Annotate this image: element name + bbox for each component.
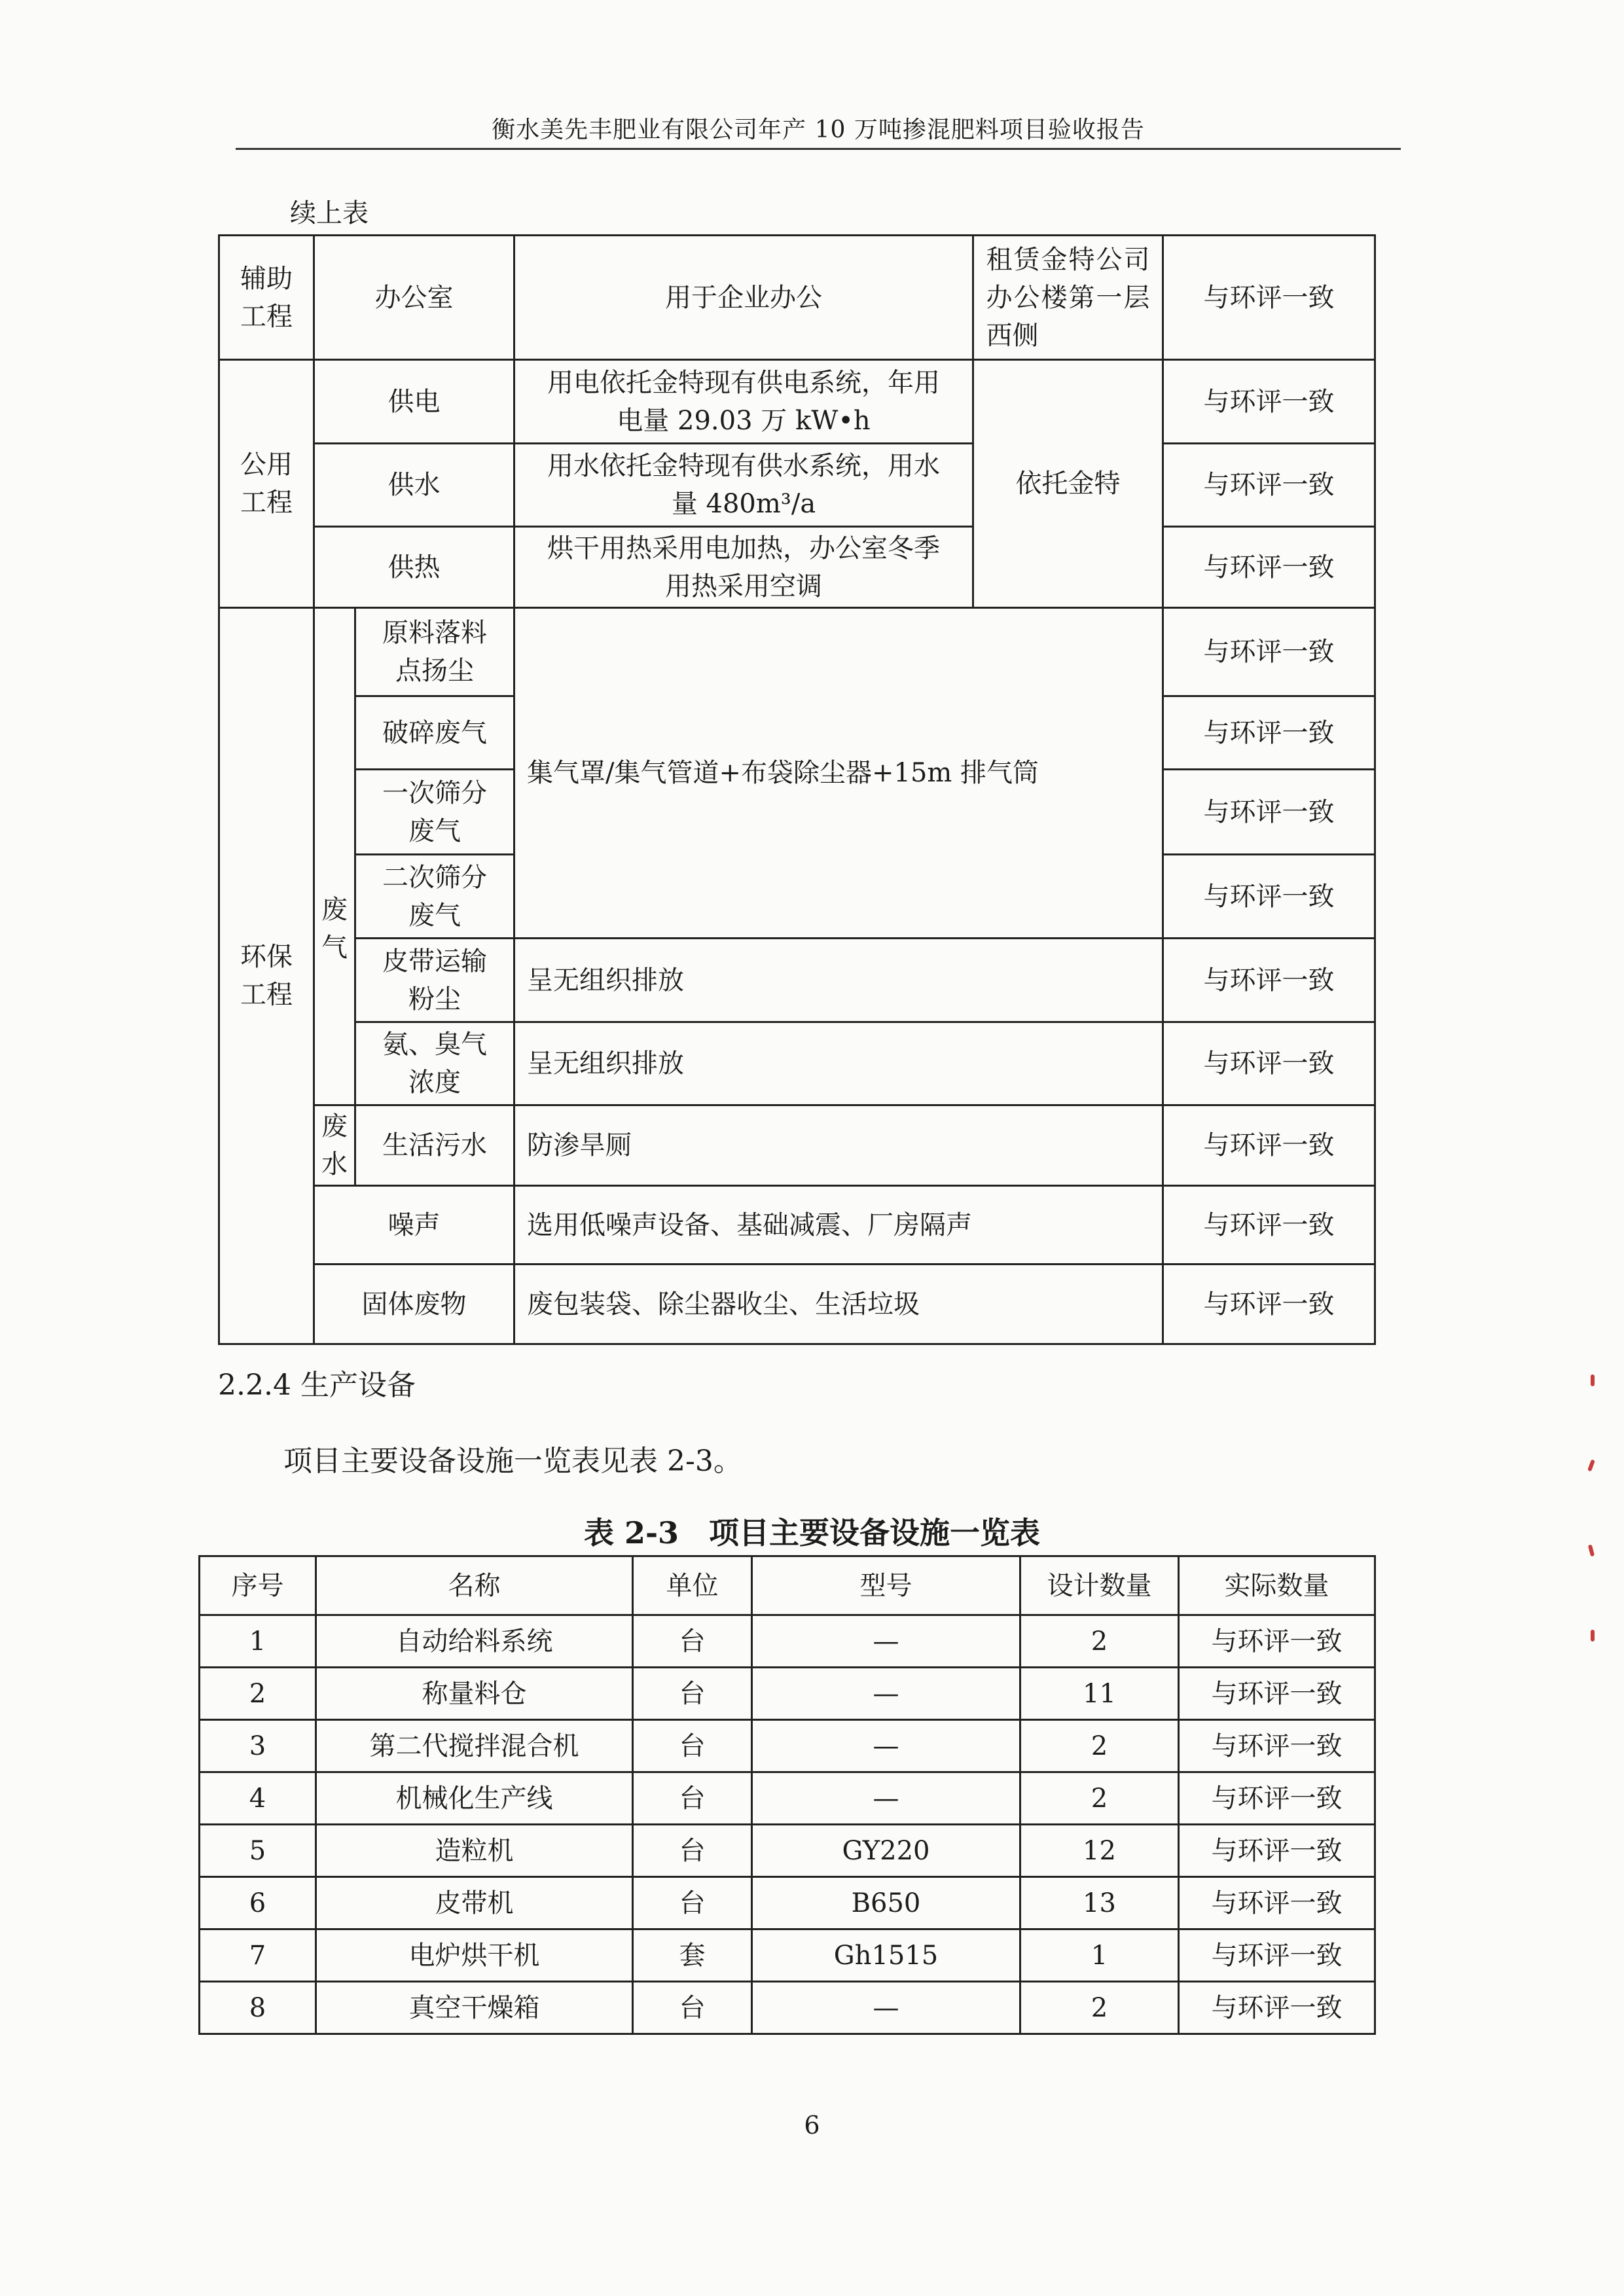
- table-row: [219, 939, 1375, 1022]
- cell: 1: [200, 1615, 316, 1668]
- cell: 3: [200, 1720, 316, 1772]
- header-cell: 序号: [200, 1556, 316, 1615]
- cell: 与环评一致: [1179, 1982, 1375, 2034]
- cell: —: [752, 1668, 1020, 1720]
- table-caption: 表 2-3 项目主要设备设施一览表: [583, 1515, 1041, 1551]
- cell: 与环评一致: [1179, 1615, 1375, 1668]
- cell: 台: [633, 1668, 752, 1720]
- category-cell: 环保工程: [219, 608, 314, 1344]
- cell: 8: [200, 1982, 316, 2034]
- table-row: [200, 1929, 1375, 1982]
- measure-cell: 废包装袋、除尘器收尘、生活垃圾: [514, 1265, 1163, 1344]
- cell: 2: [200, 1668, 316, 1720]
- header-cell: 单位: [633, 1556, 752, 1615]
- status-cell: 与环评一致: [1163, 1022, 1375, 1105]
- status-cell: 与环评一致: [1163, 855, 1375, 939]
- table-row: [200, 1825, 1375, 1877]
- cell: 台: [633, 1772, 752, 1825]
- cell: 自动给料系统: [316, 1615, 633, 1668]
- cell: 电炉烘干机: [316, 1929, 633, 1982]
- table-row: [219, 1265, 1375, 1344]
- content-cell: 用于企业办公: [514, 236, 973, 360]
- cell: 造粒机: [316, 1825, 633, 1877]
- cell: 台: [633, 1615, 752, 1668]
- cell: 1: [1020, 1929, 1179, 1982]
- cell: 机械化生产线: [316, 1772, 633, 1825]
- table-row: [200, 1772, 1375, 1825]
- cell: —: [752, 1982, 1020, 2034]
- cell: —: [752, 1720, 1020, 1772]
- cell: 13: [1020, 1877, 1179, 1929]
- cell: 台: [633, 1720, 752, 1772]
- cell: 皮带机: [316, 1877, 633, 1929]
- item-cell: 办公室: [314, 236, 514, 360]
- cell: 第二代搅拌混合机: [316, 1720, 633, 1772]
- table-row: [219, 527, 1375, 608]
- item-cell: 破碎废气: [355, 696, 514, 770]
- measure-cell: 呈无组织排放: [514, 1022, 1163, 1105]
- cell: 称量料仓: [316, 1668, 633, 1720]
- table-row: [219, 1105, 1375, 1186]
- status-cell: 与环评一致: [1163, 939, 1375, 1022]
- status-cell: 与环评一致: [1163, 608, 1375, 696]
- header-cell: 型号: [752, 1556, 1020, 1615]
- table-row: [219, 1022, 1375, 1105]
- header-rule: [236, 148, 1401, 150]
- status-cell: 与环评一致: [1163, 236, 1375, 360]
- water-label-cell: 废水: [314, 1105, 355, 1186]
- section-title: 生产设备: [300, 1369, 416, 1402]
- content-cell: 烘干用热采用电加热，办公室冬季 用热采用空调: [514, 527, 973, 608]
- page-number: 6: [804, 2111, 820, 2140]
- item-cell: 一次筛分废气: [355, 770, 514, 855]
- cell: 4: [200, 1772, 316, 1825]
- table-row: [219, 608, 1375, 696]
- content-cell: 用水依托金特现有供水系统，用水 量 480m³/a: [514, 444, 973, 527]
- table-row: [219, 444, 1375, 527]
- item-cell: 噪声: [314, 1186, 514, 1265]
- cell: 与环评一致: [1179, 1720, 1375, 1772]
- cell: 与环评一致: [1179, 1825, 1375, 1877]
- table-row: [219, 360, 1375, 444]
- measure-cell: 选用低噪声设备、基础减震、厂房隔声: [514, 1186, 1163, 1265]
- measure-cell: 集气罩/集气管道+布袋除尘器+15m 排气筒: [514, 608, 1163, 939]
- table-row: [200, 1720, 1375, 1772]
- status-cell: 与环评一致: [1163, 696, 1375, 770]
- cell: B650: [752, 1877, 1020, 1929]
- continued-label: 续上表: [290, 198, 369, 228]
- gas-label-cell: 废气: [314, 608, 355, 1105]
- cell: 套: [633, 1929, 752, 1982]
- status-cell: 与环评一致: [1163, 360, 1375, 444]
- location-cell: 依托金特: [973, 360, 1163, 608]
- cell: 11: [1020, 1668, 1179, 1720]
- measure-cell: 防渗旱厕: [514, 1105, 1163, 1186]
- table-row: [219, 236, 1375, 360]
- location-cell: 租赁金特公司办公楼第一层西侧: [973, 236, 1163, 360]
- cell: 7: [200, 1929, 316, 1982]
- cell: 与环评一致: [1179, 1929, 1375, 1982]
- cell: 6: [200, 1877, 316, 1929]
- cell: 2: [1020, 1772, 1179, 1825]
- category-cell: 公用工程: [219, 360, 314, 608]
- cell: 12: [1020, 1825, 1179, 1877]
- cell: 与环评一致: [1179, 1877, 1375, 1929]
- header-cell: 名称: [316, 1556, 633, 1615]
- status-cell: 与环评一致: [1163, 444, 1375, 527]
- table-row: [219, 1186, 1375, 1265]
- equipment-table: [198, 1555, 1376, 2035]
- cell: 台: [633, 1877, 752, 1929]
- table-row: [200, 1877, 1375, 1929]
- status-cell: 与环评一致: [1163, 1186, 1375, 1265]
- cell: 2: [1020, 1982, 1179, 2034]
- cell: 2: [1020, 1615, 1179, 1668]
- header-cell: 实际数量: [1179, 1556, 1375, 1615]
- project-composition-table: [218, 234, 1376, 1345]
- cell: 台: [633, 1825, 752, 1877]
- section-heading: [218, 1361, 416, 1403]
- running-header: 衡水美先丰肥业有限公司年产 10 万吨掺混肥料项目验收报告: [492, 117, 1145, 143]
- item-cell: 固体废物: [314, 1265, 514, 1344]
- measure-cell: 呈无组织排放: [514, 939, 1163, 1022]
- item-cell: 供电: [314, 360, 514, 444]
- cell: —: [752, 1615, 1020, 1668]
- section-number: 2.2.4: [218, 1369, 291, 1402]
- table-row: [200, 1668, 1375, 1720]
- table-row: [200, 1982, 1375, 2034]
- item-cell: 原料落料点扬尘: [355, 608, 514, 696]
- category-cell: 辅助工程: [219, 236, 314, 360]
- status-cell: 与环评一致: [1163, 770, 1375, 855]
- item-cell: 皮带运输粉尘: [355, 939, 514, 1022]
- content-cell: 用电依托金特现有供电系统，年用 电量 29.03 万 kW•h: [514, 360, 973, 444]
- item-cell: 二次筛分废气: [355, 855, 514, 939]
- cell: 台: [633, 1982, 752, 2034]
- header-cell: 设计数量: [1020, 1556, 1179, 1615]
- status-cell: 与环评一致: [1163, 527, 1375, 608]
- table-row: [200, 1615, 1375, 1668]
- item-cell: 供水: [314, 444, 514, 527]
- cell: 与环评一致: [1179, 1772, 1375, 1825]
- cell: 与环评一致: [1179, 1668, 1375, 1720]
- table-header-row: [200, 1556, 1375, 1615]
- status-cell: 与环评一致: [1163, 1105, 1375, 1186]
- cell: 真空干燥箱: [316, 1982, 633, 2034]
- cell: 5: [200, 1825, 316, 1877]
- item-cell: 供热: [314, 527, 514, 608]
- status-cell: 与环评一致: [1163, 1265, 1375, 1344]
- stamp-edge-mark: [1591, 1630, 1595, 1641]
- body-paragraph: 项目主要设备设施一览表见表 2-3。: [283, 1444, 742, 1478]
- stamp-edge-mark: [1591, 1374, 1595, 1386]
- item-cell: 生活污水: [355, 1105, 514, 1186]
- cell: Gh1515: [752, 1929, 1020, 1982]
- stamp-edge-mark: [1587, 1460, 1595, 1472]
- cell: GY220: [752, 1825, 1020, 1877]
- item-cell: 氨、臭气浓度: [355, 1022, 514, 1105]
- cell: —: [752, 1772, 1020, 1825]
- cell: 2: [1020, 1720, 1179, 1772]
